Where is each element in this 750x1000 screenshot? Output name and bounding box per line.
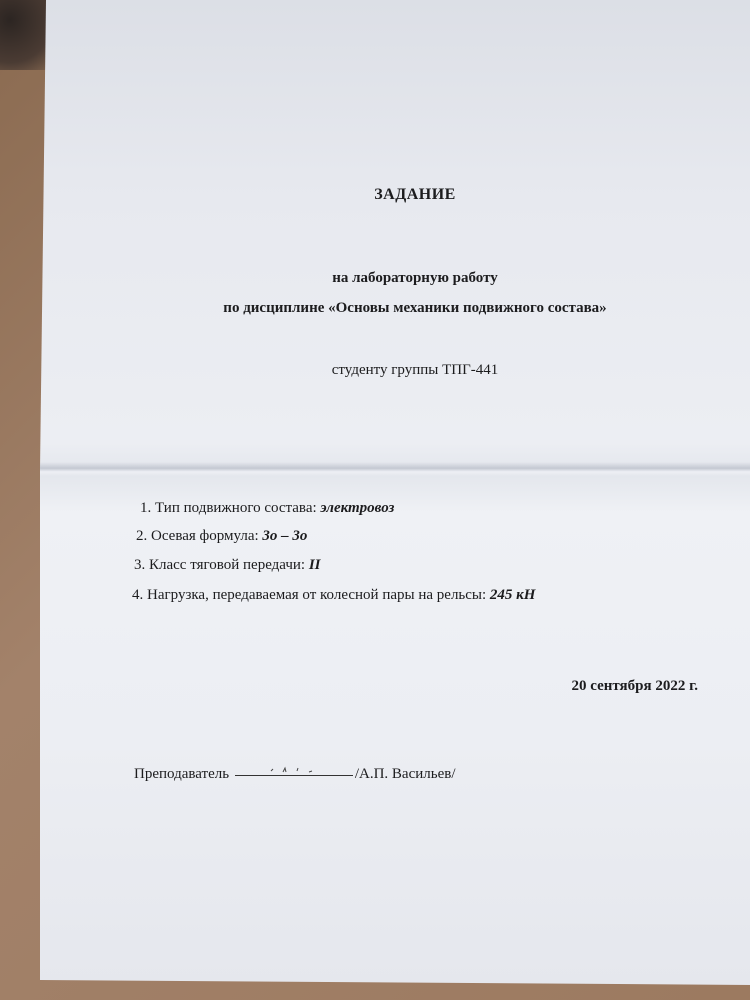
- subtitle-line-2: по дисциплине «Основы механики подвижного состава»: [223, 300, 607, 316]
- subtitle-line-1: на лабораторную работу: [332, 270, 498, 286]
- task-item-2-label: 2. Осевая формула:: [136, 528, 263, 544]
- task-item-3: [134, 557, 321, 574]
- task-item-1: [140, 500, 394, 517]
- teacher-label: Преподаватель: [134, 766, 230, 782]
- task-item-1-label: 1. Тип подвижного состава:: [140, 500, 321, 516]
- task-item-4: [132, 587, 535, 604]
- document-date: 20 сентября 2022 г.: [571, 678, 698, 694]
- paper-fold: [40, 462, 750, 476]
- signature-blank: [235, 763, 353, 776]
- task-item-2-value: 3о – 3о: [262, 528, 308, 544]
- signature-mark: [269, 765, 319, 775]
- document-title: ЗАДАНИЕ: [374, 186, 456, 203]
- task-item-4-label: 4. Нагрузка, передаваемая от колесной пары на рельсы:: [132, 587, 490, 603]
- task-item-3-value: II: [308, 557, 321, 573]
- task-item-2: [136, 528, 307, 545]
- task-item-4-value: 245 кН: [489, 587, 536, 603]
- teacher-name: /А.П. Васильев/: [354, 766, 456, 782]
- document-sheet: [40, 0, 750, 985]
- teacher-line: [134, 765, 456, 783]
- task-item-3-label: 3. Класс тяговой передачи:: [134, 557, 309, 573]
- student-group-line: студенту группы ТПГ-441: [331, 362, 499, 378]
- task-item-1-value: электровоз: [320, 500, 395, 516]
